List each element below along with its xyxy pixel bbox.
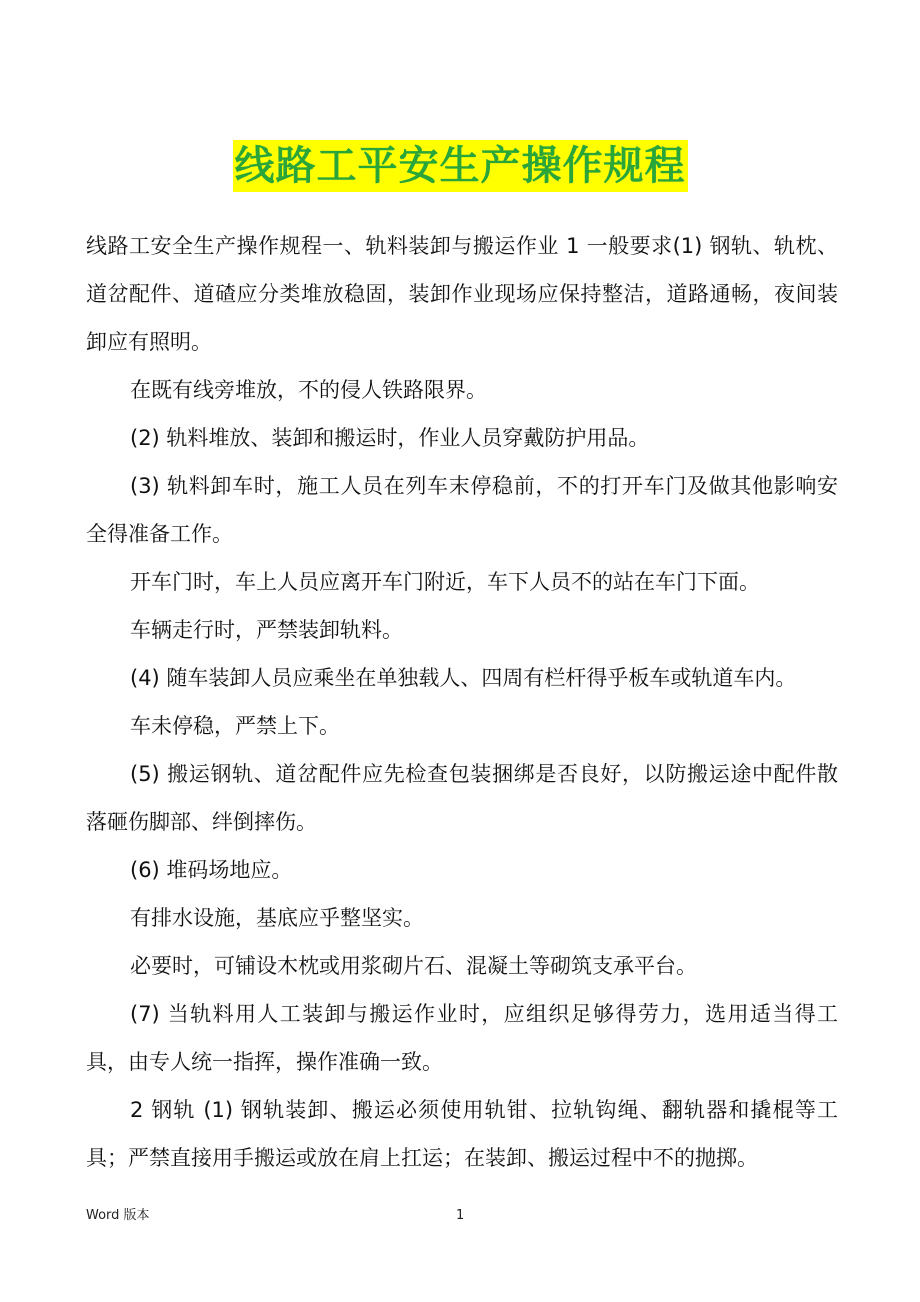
paragraph-12: 必要时，可铺设木枕或用浆砌片石、混凝土等砌筑支承平台。 <box>130 954 697 978</box>
page-number: 1 <box>456 1208 465 1223</box>
footer-label: Word 版本 <box>86 1208 150 1223</box>
paragraph-10: (6) 堆码场地应。 <box>130 858 293 882</box>
paragraph-8: 车未停稳，严禁上下。 <box>130 714 340 738</box>
title-container <box>0 140 920 192</box>
paragraph-7: (4) 随车装卸人员应乘坐在单独载人、四周有栏杆得乎板车或轨道车内。 <box>130 666 797 690</box>
paragraph-13: (7) 当轨料用人工装卸与搬运作业时，应组织足够得劳力，选用适当得工具，由专人统一指挥，操作准确一致。 <box>86 1002 838 1074</box>
document-title: 线路工平安生产操作规程 <box>233 140 688 192</box>
paragraph-9: (5) 搬运钢轨、道岔配件应先检查包装捆绑是否良好，以防搬运途中配件散落砸伤脚部、绊倒摔伤。 <box>86 762 838 834</box>
paragraph-11: 有排水设施，基底应乎整坚实。 <box>130 906 424 930</box>
paragraph-6: 车辆走行时，严禁装卸轨料。 <box>130 618 403 642</box>
paragraph-5: 开车门时，车上人员应离开车门附近，车下人员不的站在车门下面。 <box>130 570 760 594</box>
paragraph-1: 线路工安全生产操作规程一、轨料装卸与搬运作业 1 一般要求(1) 钢轨、轨枕、道岔配件、道碴应分类堆放稳固，装卸作业现场应保持整洁，道路通畅，夜间装卸应有照明。 <box>86 234 838 354</box>
document-body <box>86 222 838 1182</box>
paragraph-4: (3) 轨料卸车时，施工人员在列车末停稳前，不的打开车门及做其他影响安全得准备工作。 <box>86 474 838 546</box>
paragraph-2: 在既有线旁堆放，不的侵人铁路限界。 <box>130 378 487 402</box>
paragraph-3: (2) 轨料堆放、装卸和搬运时，作业人员穿戴防护用品。 <box>130 426 650 450</box>
paragraph-14: 2 钢轨 (1) 钢轨装卸、搬运必须使用轨钳、拉轨钩绳、翻轨器和撬棍等工具；严禁直接用手搬运或放在肩上扛运；在装卸、搬运过程中不的抛掷。 <box>86 1098 838 1170</box>
